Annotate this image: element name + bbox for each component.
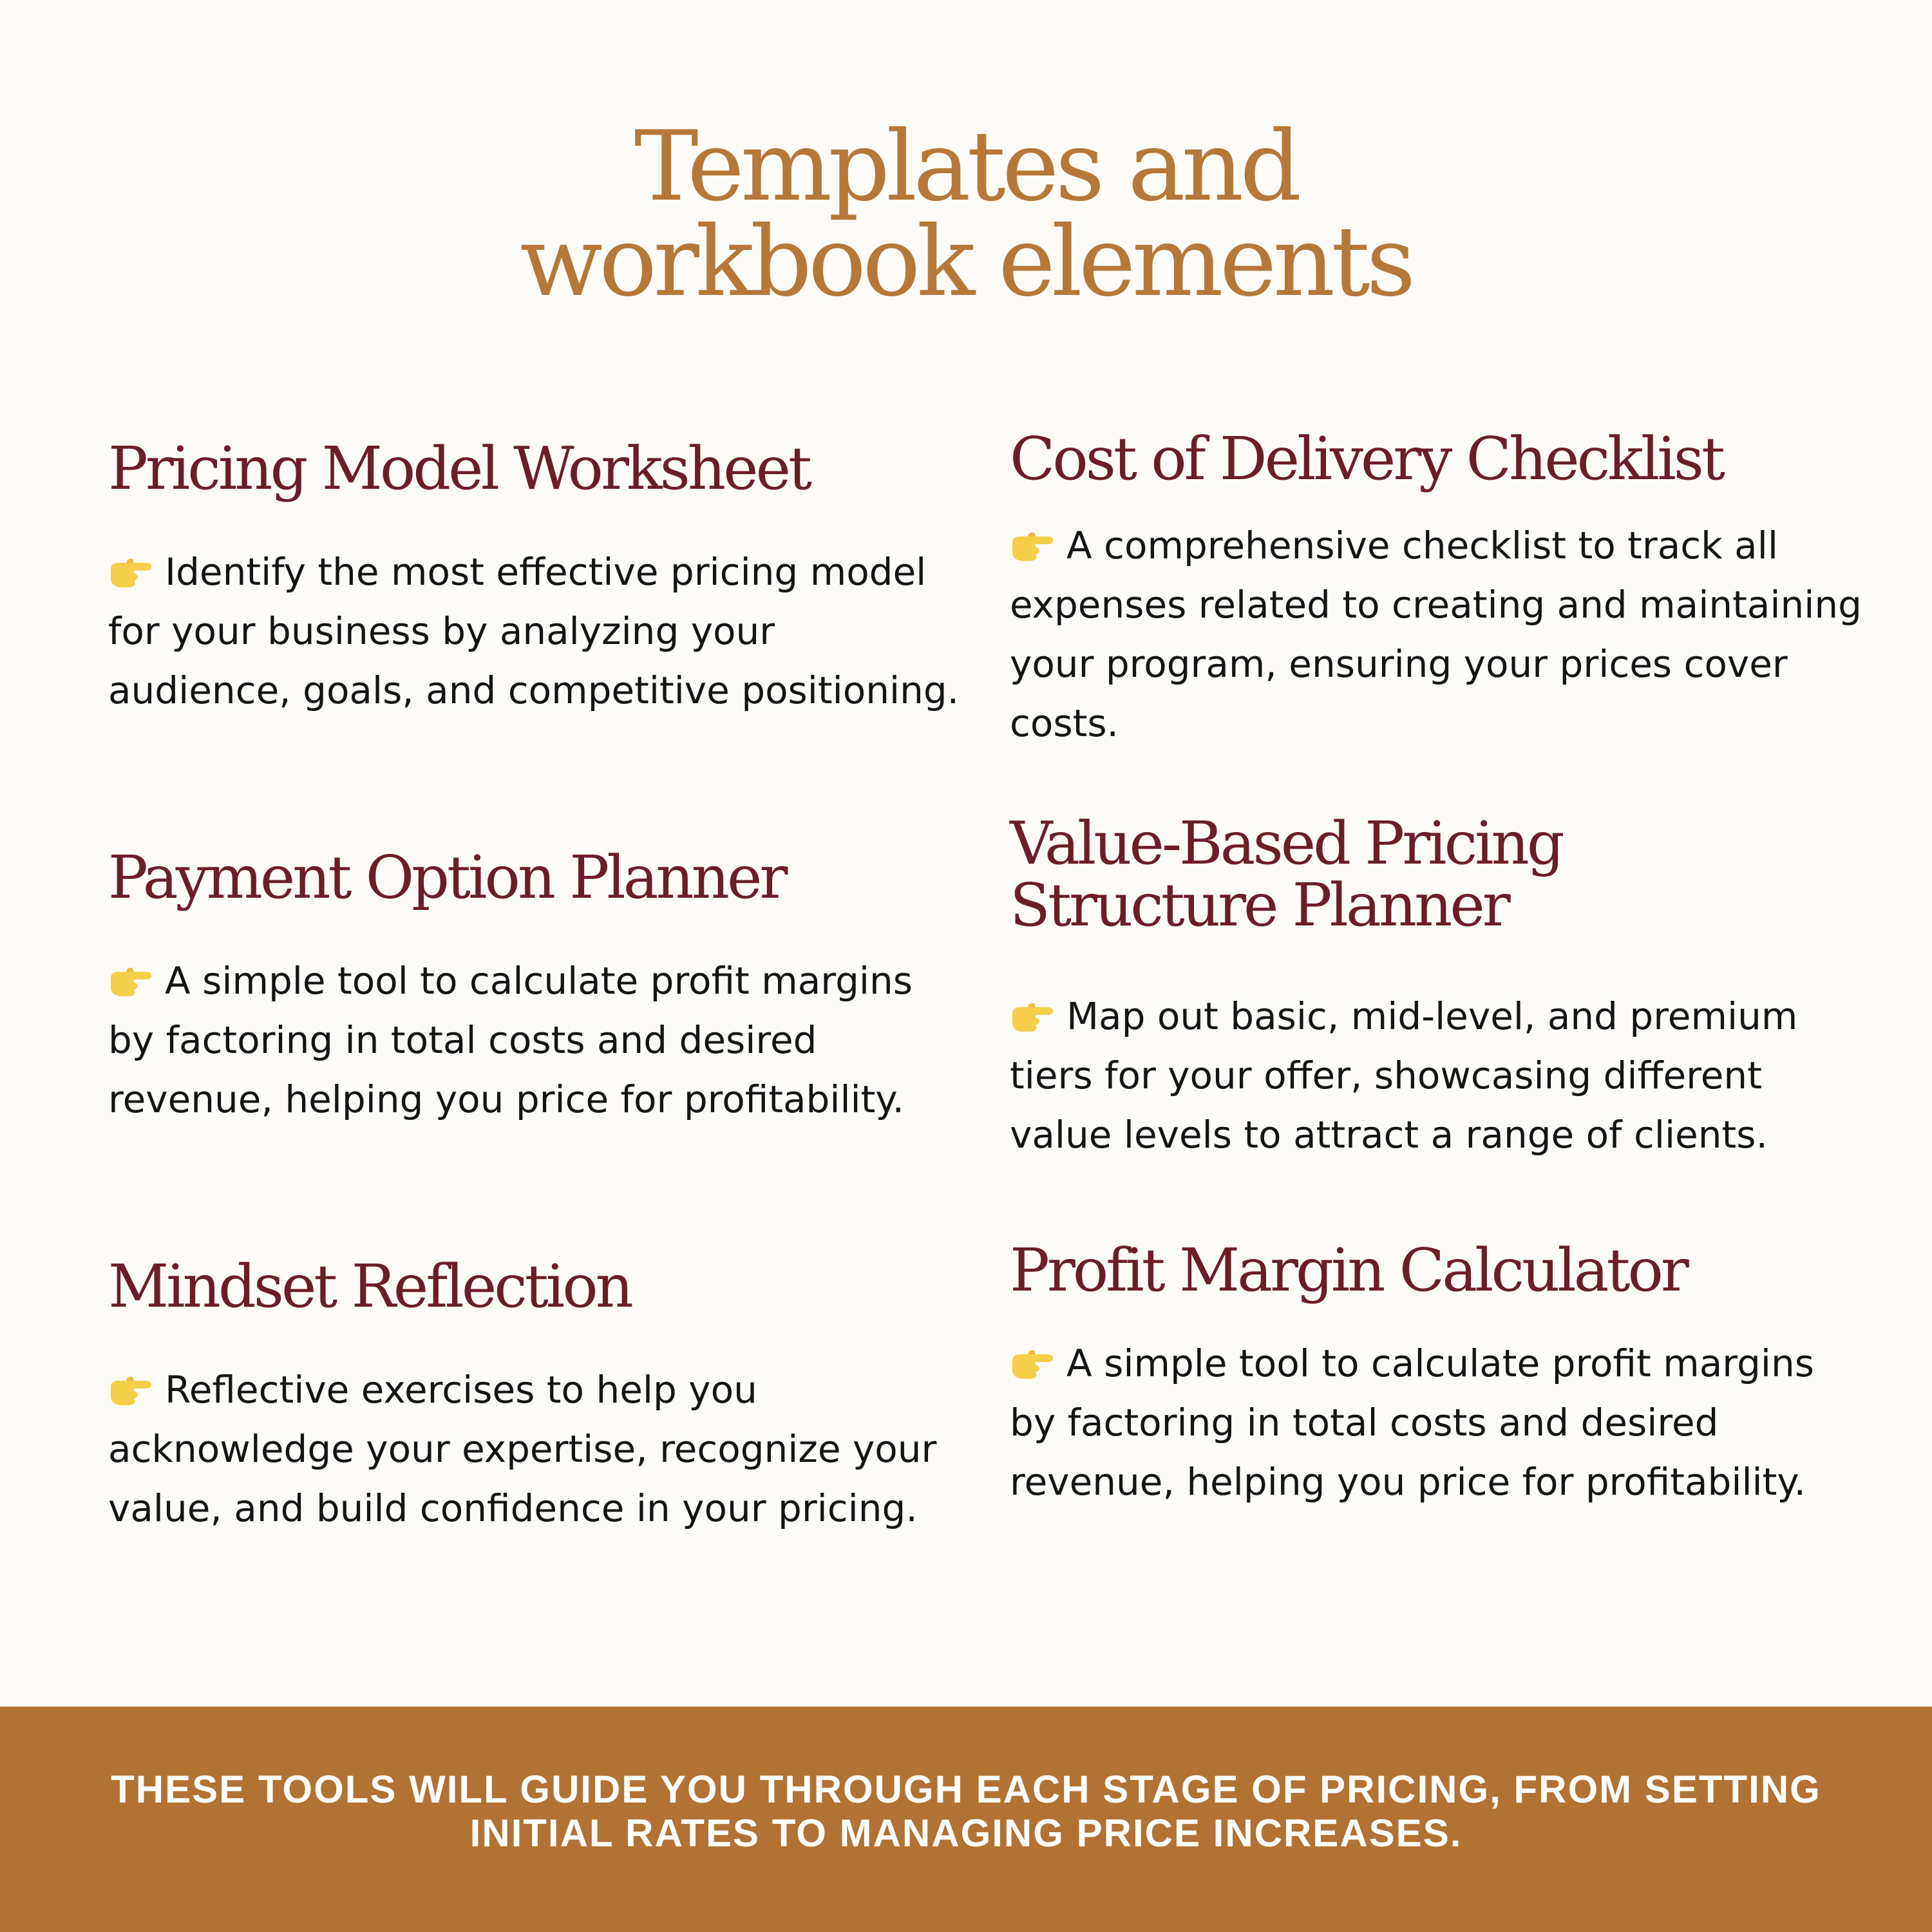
footer-text: THESE TOOLS WILL GUIDE YOU THROUGH EACH STAGE OF PRICING, FROM SETTING INITIAL RATES TO MANAGING PRICE INCREASES.	[111, 1768, 1821, 1855]
pointing-hand-icon	[108, 964, 153, 998]
section-heading: Profit Margin Calculator	[1010, 1236, 1687, 1305]
section-heading: Mindset Reflection	[108, 1252, 631, 1321]
section-description: A comprehensive checklist to track all expenses related to creating and maintaining your program, ensuring your prices cover costs.	[1010, 524, 1862, 745]
section-heading: Cost of Delivery Checklist	[1010, 424, 1723, 493]
section-description: Map out basic, mid-level, and premium tiers for your offer, showcasing different value levels to attract a range of clients.	[1010, 994, 1798, 1157]
section-heading: Value-Based Pricing Structure Planner	[1010, 809, 1562, 940]
pointing-hand-icon	[1010, 1347, 1055, 1380]
section-payment-option-planner	[108, 843, 965, 1129]
section-profit-margin-calculator	[1010, 1236, 1866, 1511]
pointing-hand-icon	[1010, 999, 1055, 1033]
footer-banner	[0, 1707, 1932, 1932]
section-pricing-model-worksheet	[108, 434, 965, 720]
section-heading: Pricing Model Worksheet	[108, 434, 810, 503]
page-title: Templates and workbook elements	[520, 111, 1412, 318]
section-heading: Payment Option Planner	[108, 843, 786, 912]
section-mindset-reflection	[108, 1252, 965, 1538]
section-description: A simple tool to calculate profit margins by factoring in total costs and desired revenue, helping you price for profitability.	[108, 959, 913, 1121]
section-value-based-pricing-structure-planner	[1010, 809, 1866, 1164]
section-description: Reflective exercises to help you acknowledge your expertise, recognize your value, and build confidence in your pricing.	[108, 1368, 937, 1530]
pointing-hand-icon	[1010, 529, 1055, 562]
pointing-hand-icon	[108, 1373, 153, 1406]
pointing-hand-icon	[108, 555, 153, 589]
section-description: A simple tool to calculate profit margins by factoring in total costs and desired revenue, helping you price for profitability.	[1010, 1341, 1814, 1504]
section-description: Identify the most effective pricing model for your business by analyzing your audience, goals, and competitive positioning.	[108, 550, 960, 712]
section-cost-of-delivery-checklist	[1010, 424, 1866, 753]
